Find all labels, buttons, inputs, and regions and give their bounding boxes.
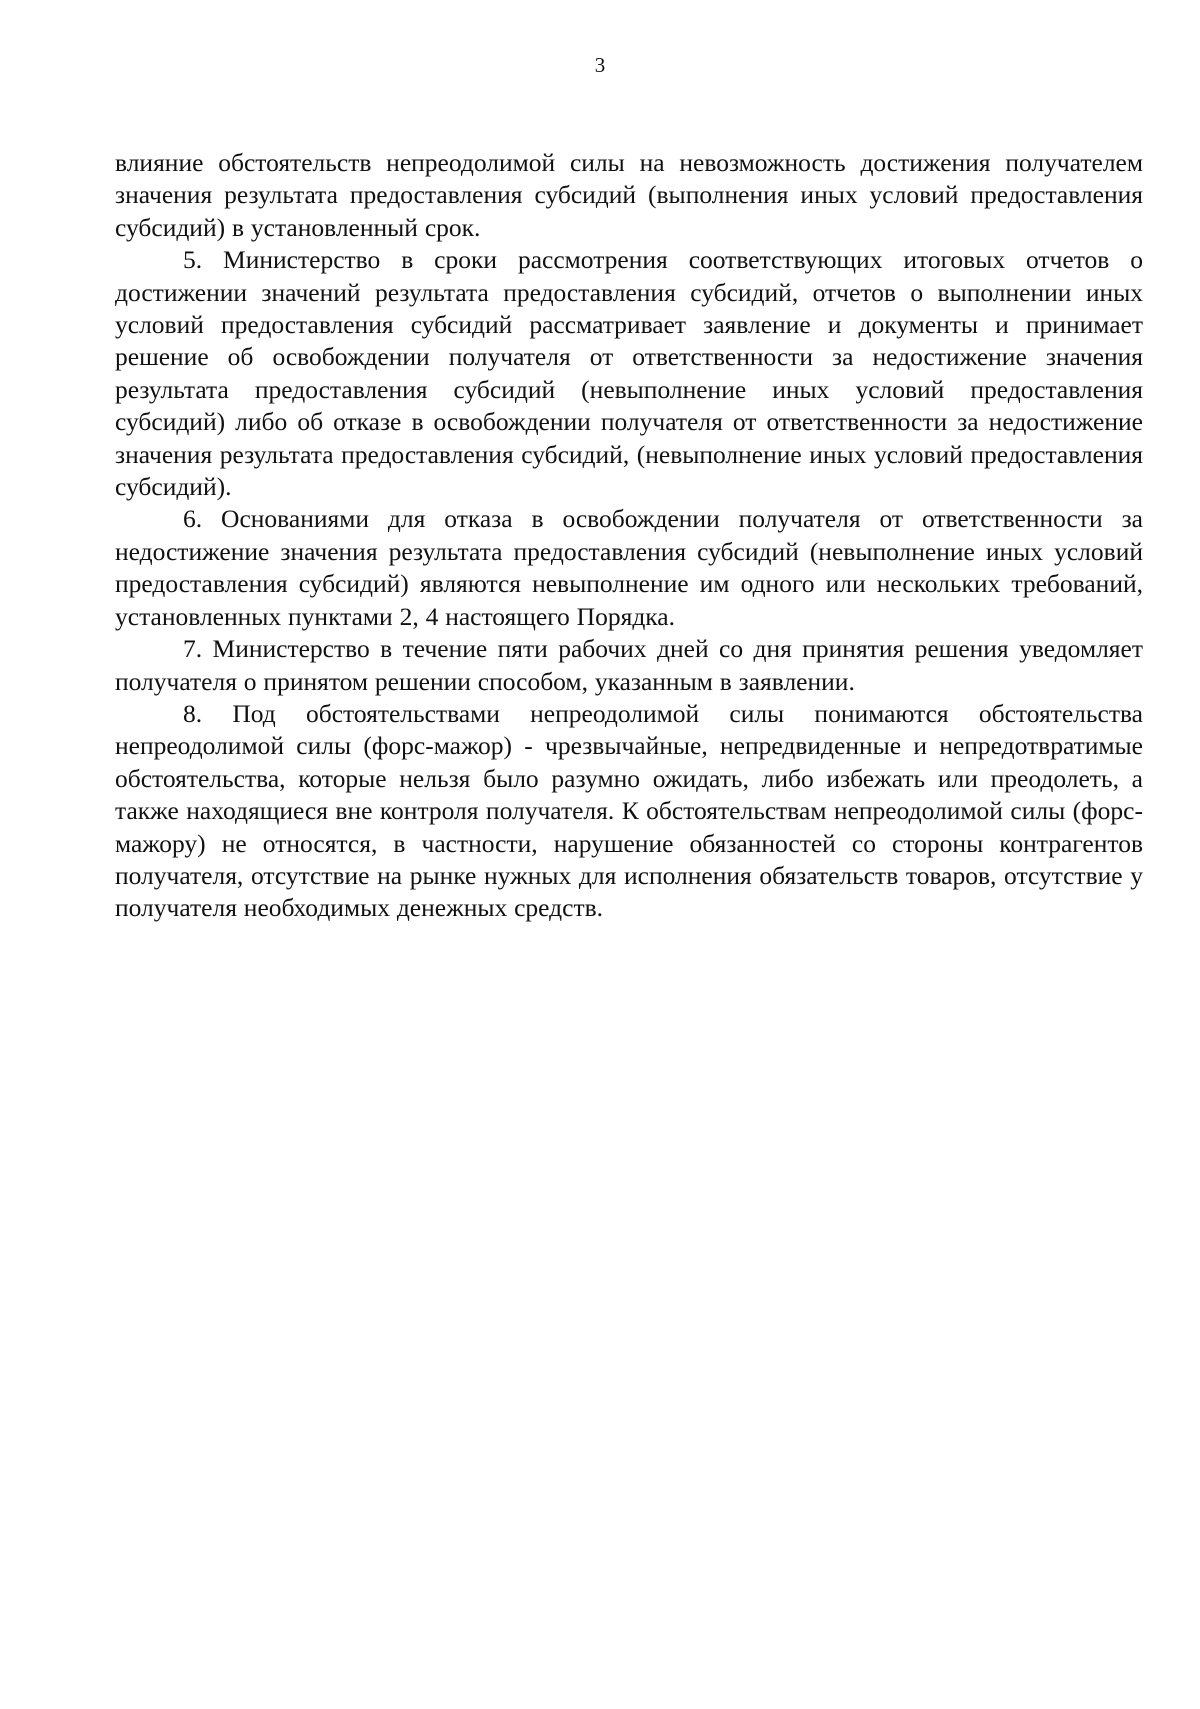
paragraph-item-8: 8. Под обстоятельствами непреодолимой силы понимаются обстоятельства непреодолимой силы (форс-мажор) - чрезвычайные, непредвиденные и непредотвратимые обстоятельства, которые нельзя было разумно ожидать, либо избежать или преодолеть, а также находящиеся вне контроля получателя. К обстоятельствам непреодолимой силы (форс-мажору) не относятся, в частности, нарушение обязанностей со стороны контрагентов получателя, отсутствие на рынке нужных для исполнения обязательств товаров, отсутствие у получателя необходимых денежных средств. [115, 698, 1143, 923]
paragraph-item-7: 7. Министерство в течение пяти рабочих дней со дня принятия решения уведомляет получателя о принятом решении способом, указанным в заявлении. [115, 634, 1143, 696]
page-number: 3 [594, 53, 606, 77]
paragraph-item-6: 6. Основаниями для отказа в освобождении получателя от ответственности за недостижение значения результата предоставления субсидий (невыполнение иных условий предоставления субсидий) являются невыполнение им одного или нескольких требований, установленных пунктами 2, 4 настоящего Порядка. [115, 504, 1143, 631]
paragraph-item-5: 5. Министерство в сроки рассмотрения соответствующих итоговых отчетов о достижении значений результата предоставления субсидий, отчетов о выполнении иных условий предоставления субсидий рассматривает заявление и документы и принимает решение об освобождении получателя от ответственности за недостижение значения результата предоставления субсидий (невыполнение иных условий предоставления субсидий) либо об отказе в освобождении получателя от ответственности за недостижение значения результата предоставления субсидий, (невыполнение иных условий предоставления субсидий). [115, 245, 1143, 502]
paragraph-continuation: влияние обстоятельств непреодолимой силы на невозможность достижения получателем значения результата предоставления субсидий (выполнения иных условий предоставления субсидий) в установленный срок. [115, 148, 1143, 242]
document-body [115, 147, 1143, 925]
